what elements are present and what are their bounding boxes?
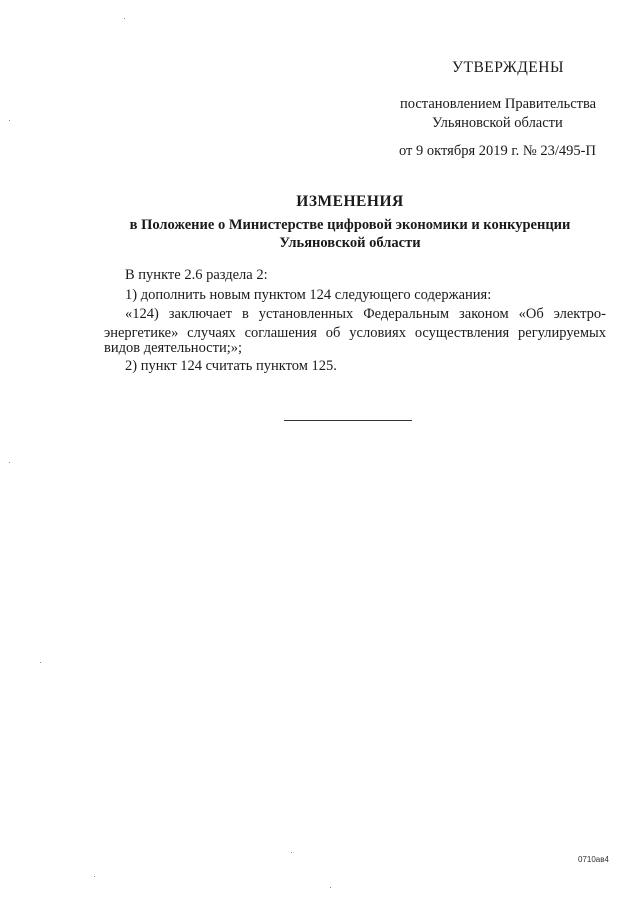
document-subtitle-line-2: Ульяновской области [279,235,421,251]
approval-line-3: от 9 октября 2019 г. № 23/495-П [399,143,596,159]
approval-line-1: постановлением Правительства [400,96,597,112]
quote-line-1-text [125,305,606,324]
body-item-1: 1) дополнить новым пунктом 124 следующего содержания: [125,287,492,303]
quote-line-1-span: «124) заключает в установленных Федеральным законом «Об электро- [125,306,606,322]
document-subtitle-line-1: в Положение о Министерстве цифровой экономики и конкуренции [129,217,571,233]
approval-line-2: Ульяновской области [432,115,563,131]
body-quote-line-1 [125,305,606,324]
scan-speck [9,120,10,121]
body-intro: В пункте 2.6 раздела 2: [125,267,268,283]
scan-speck [291,852,292,853]
end-rule [284,420,412,421]
body-quote-line-3: видов деятельности;»; [104,340,243,356]
quote-line-2-span: энергетике» случаях соглашения об условиях осуществления регулируемых [104,325,606,341]
scan-speck [124,18,125,19]
scan-speck [40,662,41,663]
body-item-2: 2) пункт 124 считать пунктом 125. [125,358,337,374]
approval-title: УТВЕРЖДЕНЫ [452,59,564,76]
scan-speck [9,462,10,463]
scan-speck [94,876,95,877]
footer-code: 0710ав4 [578,855,609,864]
document-title: ИЗМЕНЕНИЯ [296,193,404,210]
scan-speck [330,887,331,888]
